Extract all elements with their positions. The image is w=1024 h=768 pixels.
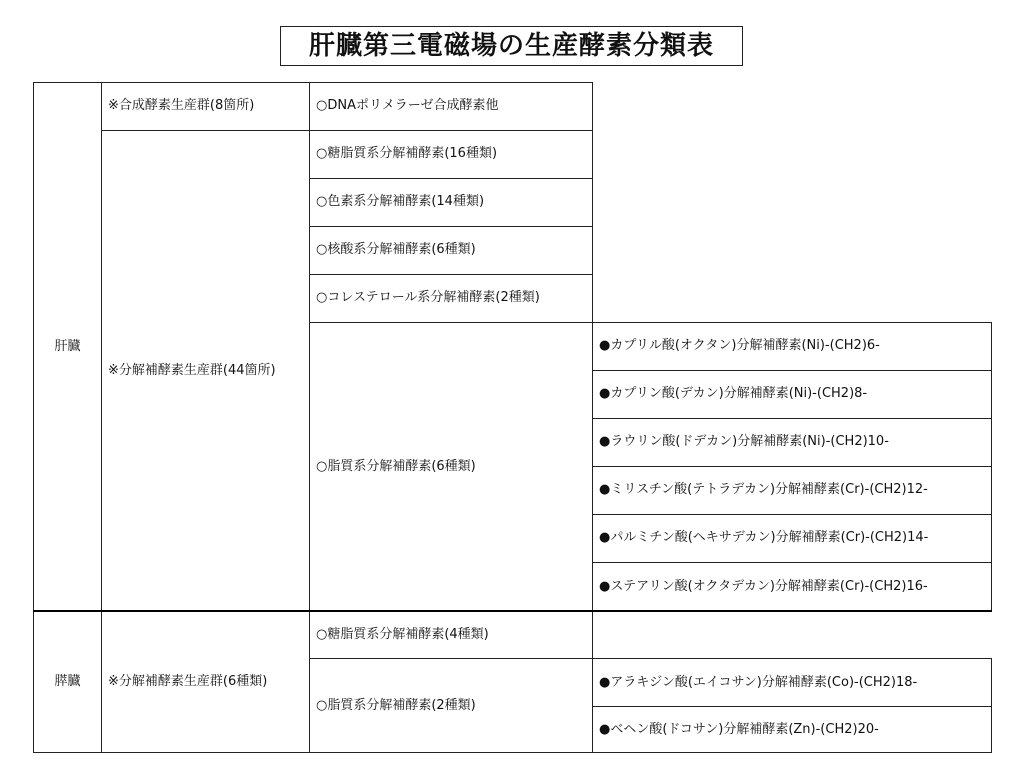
fatty-acid-label: ●ラウリン酸(ドデカン)分解補酵素(Ni)-(CH2)10-: [599, 434, 889, 449]
enzyme-label: ○脂質系分解補酵素(2種類): [316, 698, 476, 713]
table-divider: [101, 82, 102, 753]
group-label-decomposition-pancreas: ※分解補酵素生産群(6種類): [108, 674, 268, 689]
table-divider: [309, 274, 593, 275]
group-label-decomposition-liver: ※分解補酵素生産群(44箇所): [108, 362, 276, 378]
fatty-acid-label: ●ステアリン酸(オクタデカン)分解補酵素(Cr)-(CH2)16-: [599, 578, 928, 594]
fatty-acid-label: ●アラキジン酸(エイコサン)分解補酵素(Co)-(CH2)18-: [599, 674, 918, 690]
organ-cell-liver: [33, 82, 102, 611]
enzyme-cell: [310, 226, 593, 274]
fatty-acid-cell: [593, 370, 991, 418]
enzyme-cell: [310, 659, 593, 753]
table-border: [33, 752, 992, 753]
enzyme-label: ○糖脂質系分解補酵素(16種類): [316, 146, 498, 161]
group-cell-decomposition-liver: [102, 130, 310, 611]
enzyme-label: ○脂質系分解補酵素(6種類): [316, 458, 476, 474]
table-divider: [592, 562, 992, 563]
table-divider: [101, 130, 310, 131]
fatty-acid-cell: [593, 562, 991, 611]
table-divider: [592, 706, 992, 707]
fatty-acid-label: ●ベヘン酸(ドコサン)分解補酵素(Zn)-(CH2)20-: [599, 721, 879, 737]
group-cell-decomposition-pancreas: [102, 611, 310, 753]
table-border: [33, 82, 593, 83]
fatty-acid-cell: [593, 466, 991, 514]
table-divider: [309, 226, 593, 227]
table-divider: [309, 322, 992, 323]
group-label-synthesis: ※合成酵素生産群(8箇所): [108, 98, 255, 113]
table-divider: [592, 514, 992, 515]
table-divider: [309, 658, 992, 659]
table-border: [33, 82, 34, 753]
organ-label-liver: 肝臓: [54, 338, 81, 354]
table-divider: [592, 418, 992, 419]
organ-label-pancreas: 膵臓: [54, 674, 81, 689]
table-divider: [309, 178, 593, 179]
enzyme-label: ○DNAポリメラーゼ合成酵素他: [316, 98, 499, 113]
table-divider: [309, 130, 593, 131]
fatty-acid-cell: [593, 322, 991, 370]
table-divider: [309, 82, 310, 753]
enzyme-cell: [310, 611, 593, 659]
enzyme-label: ○糖脂質系分解補酵素(4種類): [316, 627, 489, 642]
fatty-acid-cell: [593, 418, 991, 466]
fatty-acid-label: ●ミリスチン酸(テトラデカン)分解補酵素(Cr)-(CH2)12-: [599, 482, 928, 497]
fatty-acid-cell: [593, 514, 991, 562]
fatty-acid-cell: [593, 706, 991, 753]
enzyme-cell: [310, 178, 593, 226]
page-title: 肝臓第三電磁場の生産酵素分類表: [280, 26, 743, 66]
table-divider: [592, 370, 992, 371]
group-cell-synthesis: [102, 82, 310, 130]
enzyme-label: ○核酸系分解補酵素(6種類): [316, 242, 476, 257]
section-divider: [33, 610, 992, 612]
enzyme-label: ○色素系分解補酵素(14種類): [316, 194, 485, 209]
fatty-acid-label: ●カプリル酸(オクタン)分解補酵素(Ni)-(CH2)6-: [599, 338, 880, 353]
enzyme-cell: [310, 274, 593, 322]
enzyme-cell: [310, 322, 593, 611]
organ-cell-pancreas: [33, 611, 102, 753]
enzyme-cell: [310, 82, 593, 130]
fatty-acid-label: ●パルミチン酸(ヘキサデカン)分解補酵素(Cr)-(CH2)14-: [599, 530, 929, 545]
table-divider: [592, 466, 992, 467]
enzyme-label: ○コレステロール系分解補酵素(2種類): [316, 290, 540, 305]
enzyme-cell: [310, 130, 593, 178]
fatty-acid-label: ●カプリン酸(デカン)分解補酵素(Ni)-(CH2)8-: [599, 386, 868, 401]
fatty-acid-cell: [593, 659, 991, 706]
